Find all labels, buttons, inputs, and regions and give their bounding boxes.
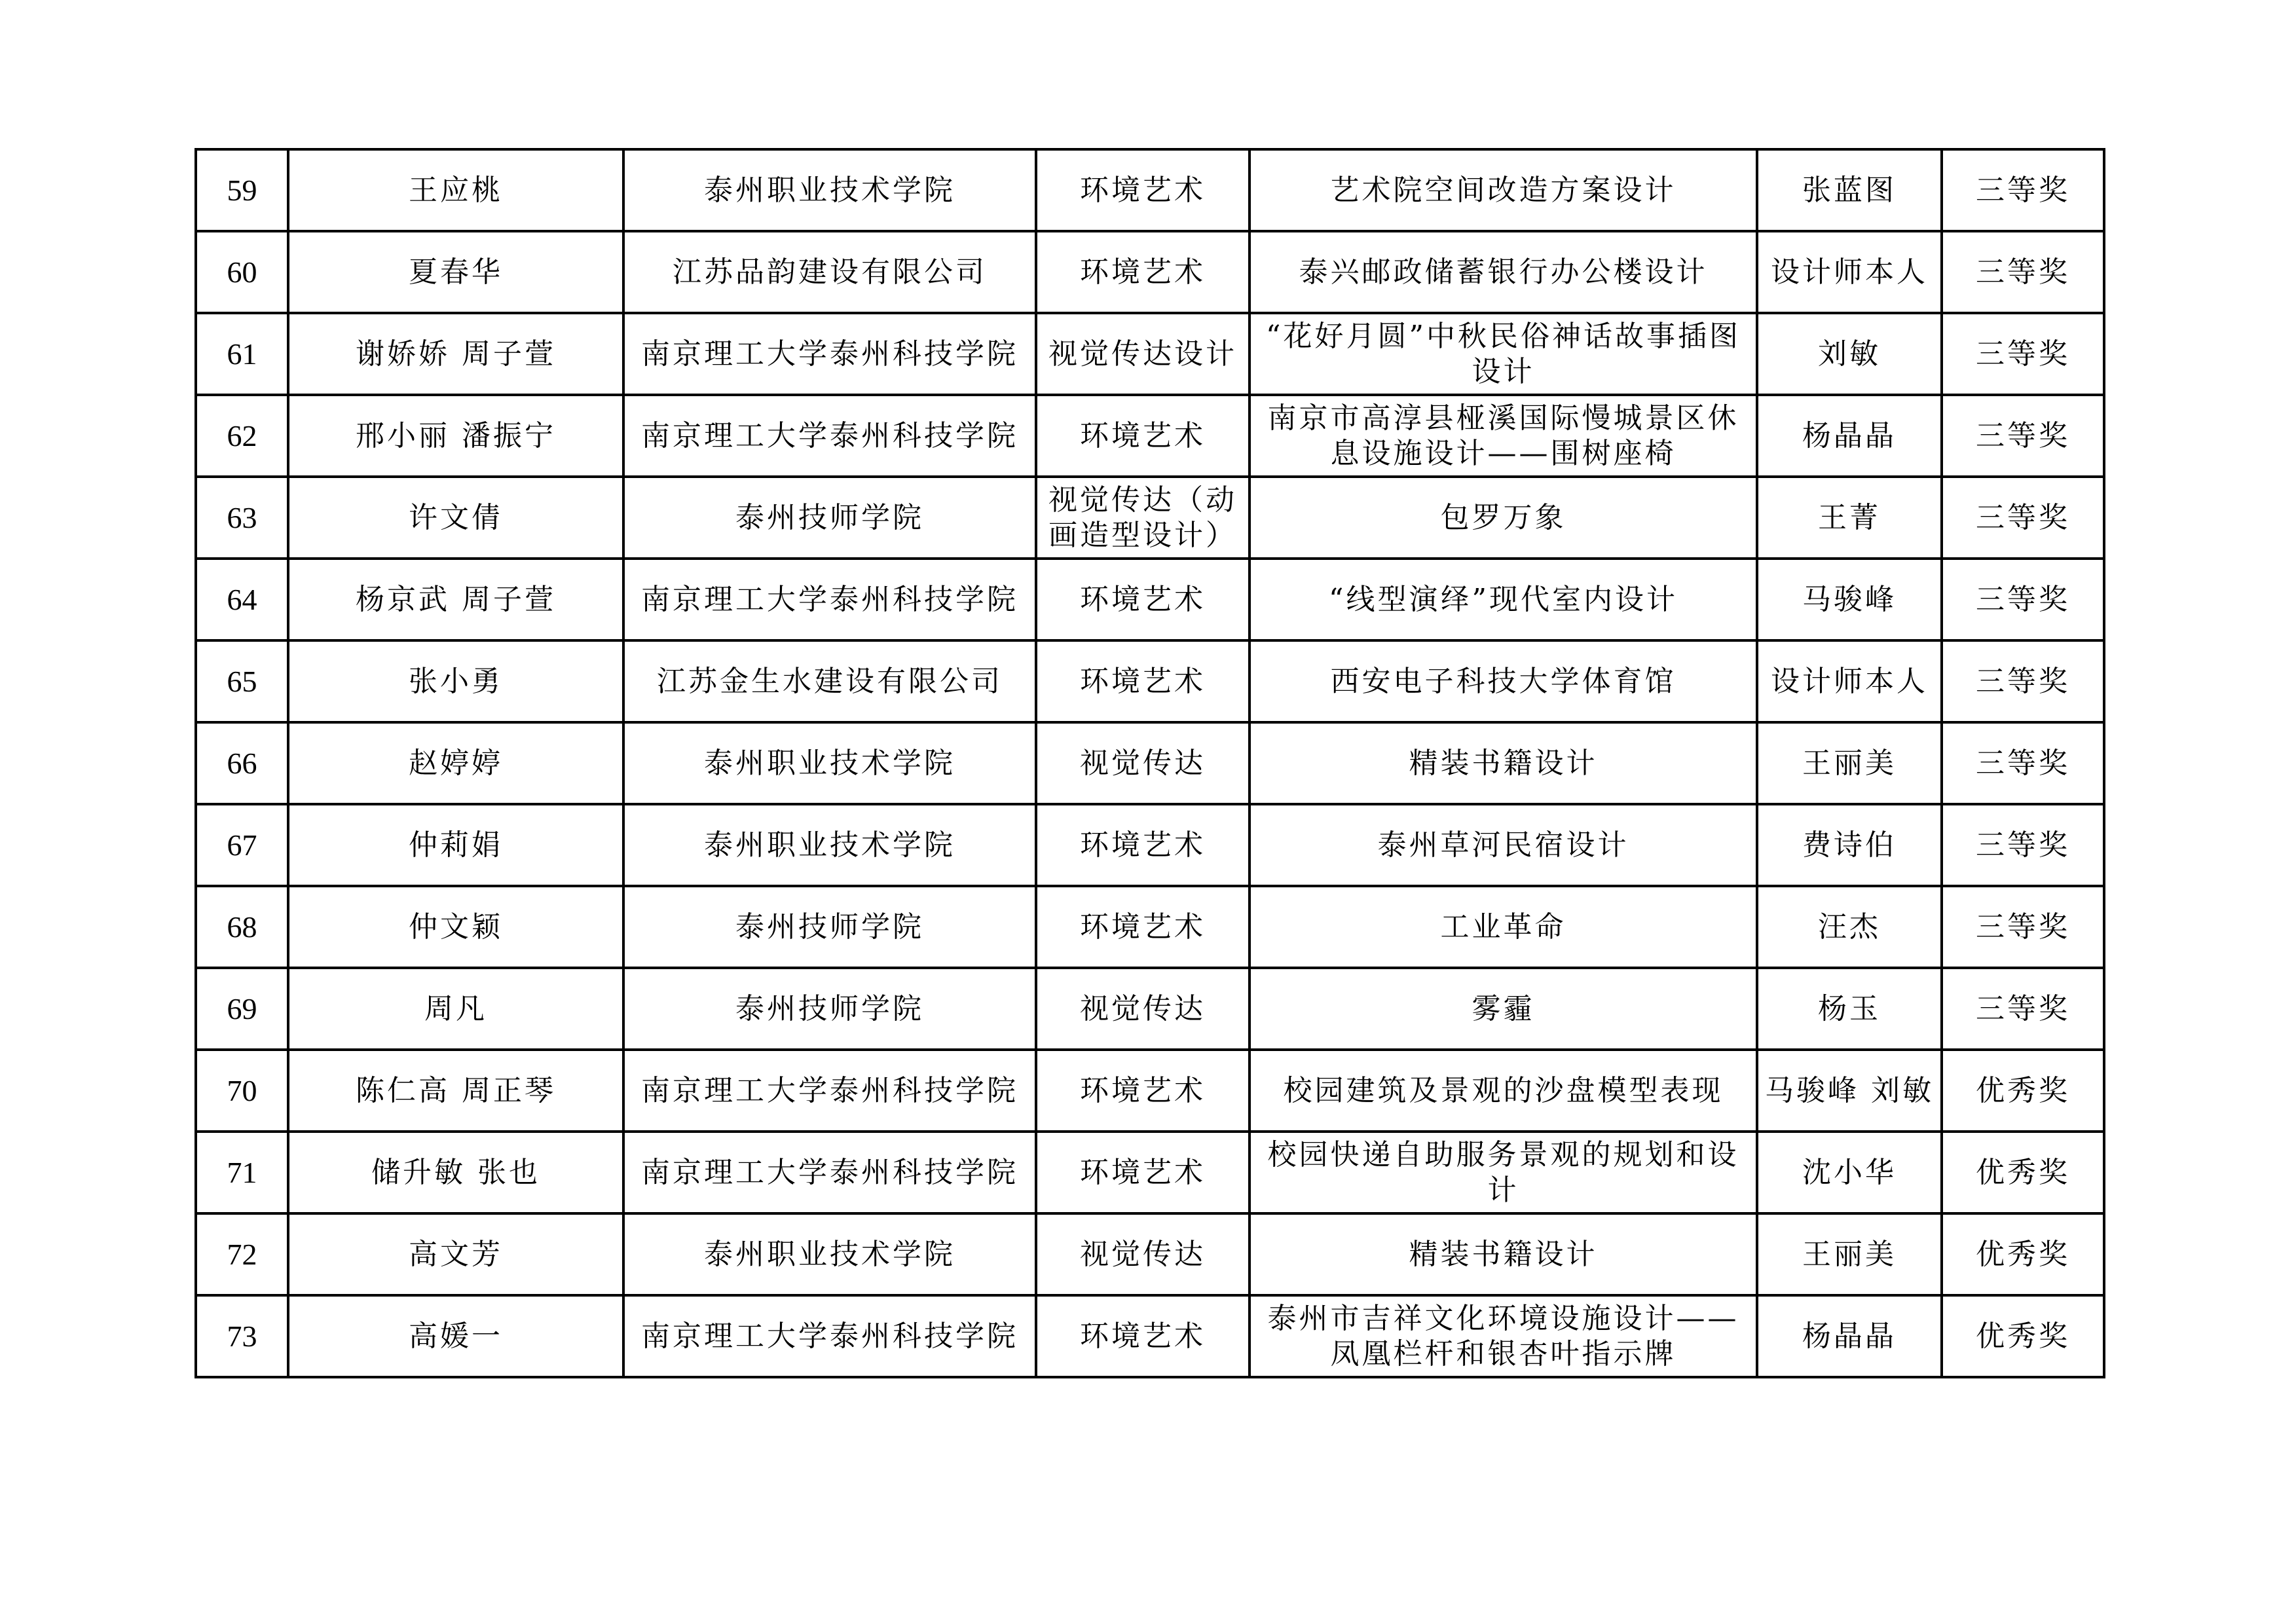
cell-institution: 南京理工大学泰州科技学院 bbox=[623, 1050, 1036, 1132]
cell-number: 71 bbox=[196, 1132, 288, 1213]
cell-number: 59 bbox=[196, 149, 288, 231]
table-row bbox=[196, 886, 2104, 968]
cell-participant-name: 仲文颖 bbox=[288, 886, 623, 968]
cell-participant-name: 赵婷婷 bbox=[288, 722, 623, 804]
cell-work-title: 雾霾 bbox=[1250, 968, 1757, 1050]
cell-institution: 南京理工大学泰州科技学院 bbox=[623, 313, 1036, 395]
cell-category: 环境艺术 bbox=[1036, 559, 1250, 640]
cell-participant-name: 许文倩 bbox=[288, 477, 623, 559]
cell-participant-name: 谢娇娇 周子萱 bbox=[288, 313, 623, 395]
cell-participant-name: 邢小丽 潘振宁 bbox=[288, 395, 623, 477]
cell-award: 优秀奖 bbox=[1942, 1295, 2104, 1377]
cell-advisor: 杨晶晶 bbox=[1757, 1295, 1942, 1377]
cell-advisor: 王丽美 bbox=[1757, 722, 1942, 804]
table-row bbox=[196, 395, 2104, 477]
cell-category: 环境艺术 bbox=[1036, 1132, 1250, 1213]
cell-institution: 南京理工大学泰州科技学院 bbox=[623, 1132, 1036, 1213]
cell-institution: 南京理工大学泰州科技学院 bbox=[623, 395, 1036, 477]
cell-institution: 南京理工大学泰州科技学院 bbox=[623, 559, 1036, 640]
cell-award: 优秀奖 bbox=[1942, 1132, 2104, 1213]
cell-category: 环境艺术 bbox=[1036, 231, 1250, 313]
cell-participant-name: 陈仁高 周正琴 bbox=[288, 1050, 623, 1132]
table-row bbox=[196, 1213, 2104, 1295]
cell-work-title: “花好月圆”中秋民俗神话故事插图设计 bbox=[1250, 313, 1757, 395]
cell-category: 视觉传达（动画造型设计） bbox=[1036, 477, 1250, 559]
cell-work-title: 精装书籍设计 bbox=[1250, 1213, 1757, 1295]
cell-work-title: 泰州草河民宿设计 bbox=[1250, 804, 1757, 886]
cell-participant-name: 高媛一 bbox=[288, 1295, 623, 1377]
cell-number: 61 bbox=[196, 313, 288, 395]
cell-advisor: 设计师本人 bbox=[1757, 640, 1942, 722]
cell-institution: 南京理工大学泰州科技学院 bbox=[623, 1295, 1036, 1377]
cell-award: 三等奖 bbox=[1942, 886, 2104, 968]
table-row bbox=[196, 1050, 2104, 1132]
table-row bbox=[196, 1295, 2104, 1377]
cell-number: 66 bbox=[196, 722, 288, 804]
cell-number: 62 bbox=[196, 395, 288, 477]
cell-advisor: 刘敏 bbox=[1757, 313, 1942, 395]
cell-work-title: 精装书籍设计 bbox=[1250, 722, 1757, 804]
cell-work-title: 西安电子科技大学体育馆 bbox=[1250, 640, 1757, 722]
cell-category: 环境艺术 bbox=[1036, 149, 1250, 231]
cell-award: 三等奖 bbox=[1942, 722, 2104, 804]
cell-institution: 泰州技师学院 bbox=[623, 968, 1036, 1050]
cell-advisor: 费诗伯 bbox=[1757, 804, 1942, 886]
cell-advisor: 设计师本人 bbox=[1757, 231, 1942, 313]
cell-advisor: 马骏峰 bbox=[1757, 559, 1942, 640]
cell-category: 视觉传达 bbox=[1036, 1213, 1250, 1295]
cell-participant-name: 仲莉娟 bbox=[288, 804, 623, 886]
cell-institution: 泰州技师学院 bbox=[623, 477, 1036, 559]
cell-number: 60 bbox=[196, 231, 288, 313]
cell-number: 73 bbox=[196, 1295, 288, 1377]
cell-category: 环境艺术 bbox=[1036, 1295, 1250, 1377]
cell-category: 视觉传达设计 bbox=[1036, 313, 1250, 395]
cell-award: 三等奖 bbox=[1942, 313, 2104, 395]
table-row bbox=[196, 640, 2104, 722]
cell-number: 72 bbox=[196, 1213, 288, 1295]
cell-award: 三等奖 bbox=[1942, 559, 2104, 640]
cell-participant-name: 王应桃 bbox=[288, 149, 623, 231]
cell-work-title: 校园建筑及景观的沙盘模型表现 bbox=[1250, 1050, 1757, 1132]
table-body bbox=[196, 149, 2104, 1377]
cell-advisor: 杨晶晶 bbox=[1757, 395, 1942, 477]
cell-advisor: 汪杰 bbox=[1757, 886, 1942, 968]
cell-category: 环境艺术 bbox=[1036, 395, 1250, 477]
cell-number: 65 bbox=[196, 640, 288, 722]
table-row bbox=[196, 559, 2104, 640]
cell-number: 64 bbox=[196, 559, 288, 640]
cell-advisor: 张蓝图 bbox=[1757, 149, 1942, 231]
cell-participant-name: 储升敏 张也 bbox=[288, 1132, 623, 1213]
cell-award: 三等奖 bbox=[1942, 395, 2104, 477]
cell-category: 环境艺术 bbox=[1036, 640, 1250, 722]
cell-institution: 泰州技师学院 bbox=[623, 886, 1036, 968]
cell-work-title: 校园快递自助服务景观的规划和设计 bbox=[1250, 1132, 1757, 1213]
cell-work-title: 泰州市吉祥文化环境设施设计——凤凰栏杆和银杏叶指示牌 bbox=[1250, 1295, 1757, 1377]
cell-work-title: 泰兴邮政储蓄银行办公楼设计 bbox=[1250, 231, 1757, 313]
cell-number: 70 bbox=[196, 1050, 288, 1132]
cell-award: 三等奖 bbox=[1942, 968, 2104, 1050]
cell-advisor: 杨玉 bbox=[1757, 968, 1942, 1050]
cell-institution: 泰州职业技术学院 bbox=[623, 1213, 1036, 1295]
table-row bbox=[196, 968, 2104, 1050]
cell-institution: 江苏金生水建设有限公司 bbox=[623, 640, 1036, 722]
cell-advisor: 马骏峰 刘敏 bbox=[1757, 1050, 1942, 1132]
cell-number: 67 bbox=[196, 804, 288, 886]
cell-award: 优秀奖 bbox=[1942, 1213, 2104, 1295]
cell-institution: 江苏品韵建设有限公司 bbox=[623, 231, 1036, 313]
cell-category: 环境艺术 bbox=[1036, 886, 1250, 968]
cell-advisor: 沈小华 bbox=[1757, 1132, 1942, 1213]
cell-award: 三等奖 bbox=[1942, 149, 2104, 231]
cell-award: 三等奖 bbox=[1942, 804, 2104, 886]
cell-work-title: 工业革命 bbox=[1250, 886, 1757, 968]
table-row bbox=[196, 149, 2104, 231]
cell-number: 63 bbox=[196, 477, 288, 559]
cell-work-title: 包罗万象 bbox=[1250, 477, 1757, 559]
cell-participant-name: 周凡 bbox=[288, 968, 623, 1050]
cell-participant-name: 夏春华 bbox=[288, 231, 623, 313]
cell-category: 视觉传达 bbox=[1036, 722, 1250, 804]
cell-advisor: 王丽美 bbox=[1757, 1213, 1942, 1295]
table-row bbox=[196, 313, 2104, 395]
cell-award: 优秀奖 bbox=[1942, 1050, 2104, 1132]
cell-work-title: “线型演绎”现代室内设计 bbox=[1250, 559, 1757, 640]
cell-advisor: 王菁 bbox=[1757, 477, 1942, 559]
awards-table bbox=[194, 148, 2105, 1378]
table-row bbox=[196, 231, 2104, 313]
table-row bbox=[196, 1132, 2104, 1213]
cell-number: 68 bbox=[196, 886, 288, 968]
cell-category: 视觉传达 bbox=[1036, 968, 1250, 1050]
table-row bbox=[196, 804, 2104, 886]
cell-category: 环境艺术 bbox=[1036, 1050, 1250, 1132]
cell-work-title: 南京市高淳县桠溪国际慢城景区休息设施设计——围树座椅 bbox=[1250, 395, 1757, 477]
cell-work-title: 艺术院空间改造方案设计 bbox=[1250, 149, 1757, 231]
cell-participant-name: 张小勇 bbox=[288, 640, 623, 722]
table-row bbox=[196, 477, 2104, 559]
cell-participant-name: 高文芳 bbox=[288, 1213, 623, 1295]
cell-category: 环境艺术 bbox=[1036, 804, 1250, 886]
cell-award: 三等奖 bbox=[1942, 477, 2104, 559]
cell-number: 69 bbox=[196, 968, 288, 1050]
cell-participant-name: 杨京武 周子萱 bbox=[288, 559, 623, 640]
table-row bbox=[196, 722, 2104, 804]
cell-award: 三等奖 bbox=[1942, 231, 2104, 313]
cell-institution: 泰州职业技术学院 bbox=[623, 722, 1036, 804]
cell-award: 三等奖 bbox=[1942, 640, 2104, 722]
cell-institution: 泰州职业技术学院 bbox=[623, 804, 1036, 886]
cell-institution: 泰州职业技术学院 bbox=[623, 149, 1036, 231]
